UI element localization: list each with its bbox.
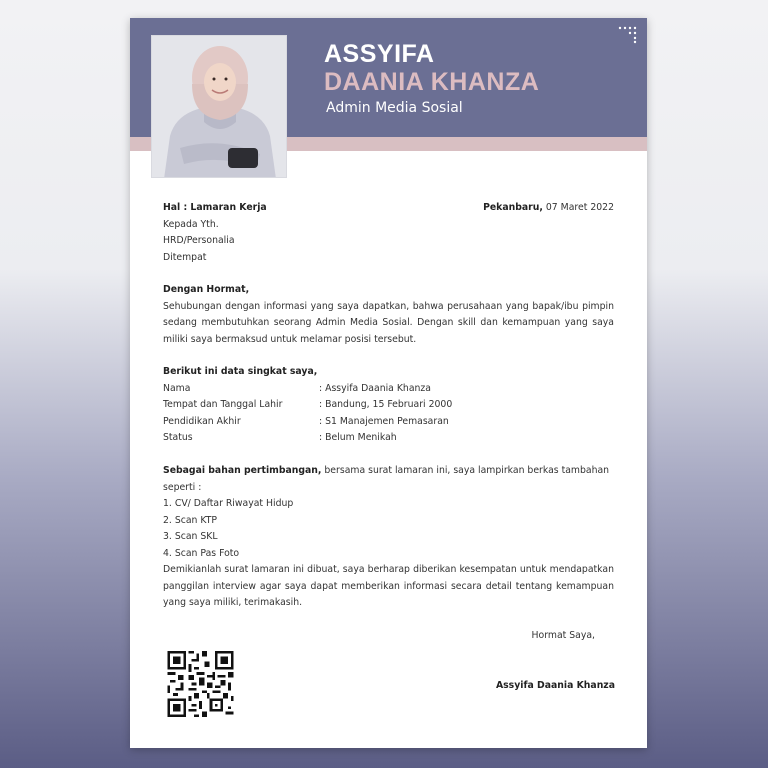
data-label: Tempat dan Tanggal Lahir (163, 399, 283, 410)
signature-name: Assyifa Daania Khanza (495, 680, 615, 691)
recipient-line-3: Ditempat (163, 251, 207, 263)
subject-date-row (163, 200, 614, 266)
data-heading: Berikut ini data singkat saya, (163, 366, 318, 377)
attachment-item: 1. CV/ Daftar Riwayat Hidup (163, 498, 294, 509)
data-label: Status (163, 432, 193, 443)
sign-off: Hormat Saya, (531, 630, 595, 641)
letter-date: 07 Maret 2022 (545, 202, 614, 213)
recipient-line-2: HRD/Personalia (163, 235, 235, 246)
job-title: Admin Media Sosial (326, 100, 463, 116)
person-illustration-icon (152, 36, 287, 178)
data-row (163, 397, 614, 414)
attachment-item: 4. Scan Pas Foto (163, 547, 240, 559)
letter-date-line (483, 200, 614, 217)
attachments-intro-bold: Sebagai bahan pertimbangan, (163, 465, 322, 476)
data-label: Nama (163, 382, 191, 394)
qr-code-icon (165, 651, 236, 717)
letter-subject: Hal : Lamaran Kerja (163, 202, 267, 213)
dots-pattern-icon (618, 26, 640, 44)
letter-place: Pekanbaru, (483, 202, 543, 213)
intro-paragraph: Sehubungan dengan informasi yang saya dapatkan, bahwa perusahaan yang bapak/ibu pimpin sedang membutuhkan seorang Admin Media Sosial. Dengan skill dan kemampuan yang saya miliki saya bermaksud untuk melamar posisi tersebut. (163, 300, 614, 345)
data-label: Pendidikan Akhir (163, 415, 241, 427)
data-value: : Belum Menikah (319, 432, 397, 443)
personal-data-section (163, 364, 614, 447)
data-row (163, 430, 614, 447)
last-name: DAANIA KHANZA (324, 68, 540, 96)
recipient-line-1: Kepada Yth. (163, 218, 219, 230)
attachments-intro-rest: bersama surat lamaran ini, saya lampirkan berkas tambahan seperti : (163, 465, 610, 493)
attachment-item: 2. Scan KTP (163, 514, 218, 526)
intro-section (163, 282, 614, 348)
data-value: : Bandung, 15 Februari 2000 (319, 399, 453, 410)
data-row (163, 414, 614, 431)
attachment-item: 3. Scan SKL (163, 531, 218, 542)
closing-paragraph: Demikianlah surat lamaran ini dibuat, saya berharap diberikan kesempatan untuk mendapatkan panggilan interview agar saya dapat memberikan informasi secara detail tentang kemampuan yang saya miliki, terimakasih. (163, 564, 614, 608)
data-value: : Assyifa Daania Khanza (319, 382, 431, 394)
cover-letter-page (130, 18, 647, 748)
first-name: ASSYIFA (324, 40, 435, 68)
attachments-section (163, 463, 614, 562)
data-row (163, 381, 614, 398)
profile-photo (151, 35, 287, 178)
data-value: : S1 Manajemen Pemasaran (319, 415, 449, 427)
attachments-intro (163, 463, 614, 496)
greeting: Dengan Hormat, (163, 284, 250, 295)
